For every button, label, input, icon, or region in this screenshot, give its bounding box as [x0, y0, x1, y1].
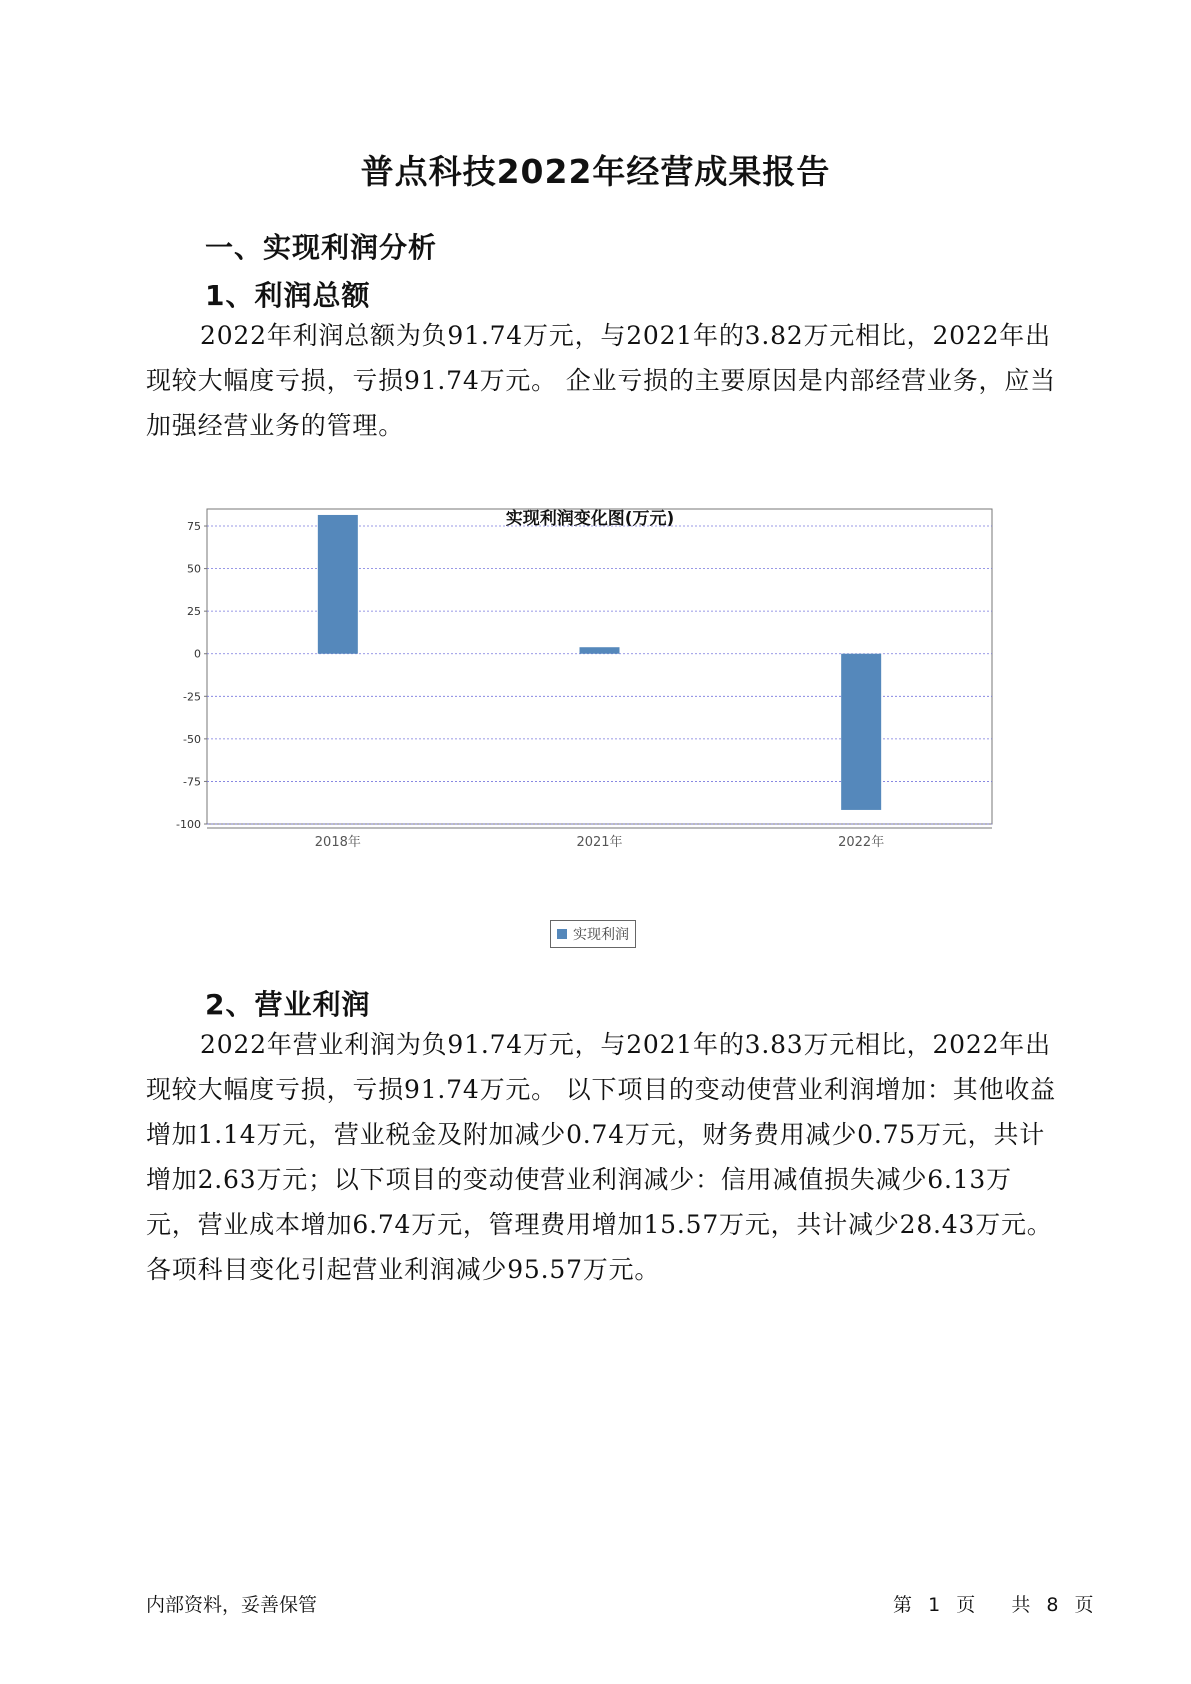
- footer-confidential-note: 内部资料，妥善保管: [146, 1594, 318, 1616]
- total-prefix: 共: [1011, 1594, 1031, 1616]
- subsection-heading-operating-profit: 2、营业利润: [205, 988, 371, 1021]
- y-tick-label: 25: [187, 605, 201, 619]
- y-tick-label: 50: [187, 562, 201, 576]
- total-pages: 8: [1046, 1594, 1059, 1616]
- y-tick-label: 75: [187, 520, 201, 534]
- section-heading: 一、实现利润分析: [205, 231, 438, 264]
- page-prefix: 第: [893, 1594, 913, 1616]
- legend-swatch: [557, 929, 567, 939]
- bar-2021年: [580, 647, 620, 654]
- chart-legend: [550, 920, 636, 948]
- y-tick-label: -50: [183, 732, 201, 746]
- subsection-heading-profit-total: 1、利润总额: [205, 279, 371, 312]
- page-unit: 页: [956, 1594, 976, 1616]
- y-tick-label: 0: [194, 647, 201, 661]
- profit-chart: [150, 496, 1030, 956]
- x-tick-label: 2021年: [576, 835, 623, 850]
- chart-svg: [150, 496, 1030, 916]
- page-number: 1: [928, 1594, 941, 1616]
- bar-2018年: [318, 515, 358, 654]
- y-tick-label: -75: [183, 775, 201, 789]
- legend-label: 实现利润: [573, 927, 629, 943]
- x-tick-label: 2018年: [314, 835, 361, 850]
- bar-2022年: [841, 654, 881, 810]
- y-tick-label: -100: [176, 818, 201, 831]
- page-title: 普点科技2022年经营成果报告: [360, 152, 831, 191]
- paragraph-profit-total: 2022年利润总额为负91.74万元，与2021年的3.82万元相比，2022年出现较大幅度亏损，亏损91.74万元。 企业亏损的主要原因是内部经营业务，应当加强经营业务的管理。: [146, 321, 1056, 440]
- chart-title: 实现利润变化图(万元): [505, 509, 675, 529]
- total-unit: 页: [1074, 1594, 1094, 1616]
- x-tick-label: 2022年: [838, 835, 885, 850]
- footer-page-indicator: [893, 1590, 1100, 1617]
- paragraph-operating-profit: 2022年营业利润为负91.74万元，与2021年的3.83万元相比，2022年出现较大幅度亏损，亏损91.74万元。 以下项目的变动使营业利润增加：其他收益增加1.14万元，营业税金及附加减少0.74万元，财务费用减少0.75万元，共计增加2.63万元；以下项目的变动使营业利润减少：信用减值损失减少6.13万元，营业成本增加6.74万元，管理费用增加15.57万元，共计减少28.43万元。各项科目变化引起营业利润减少95.57万元。: [146, 1030, 1056, 1284]
- y-tick-label: -25: [183, 690, 201, 704]
